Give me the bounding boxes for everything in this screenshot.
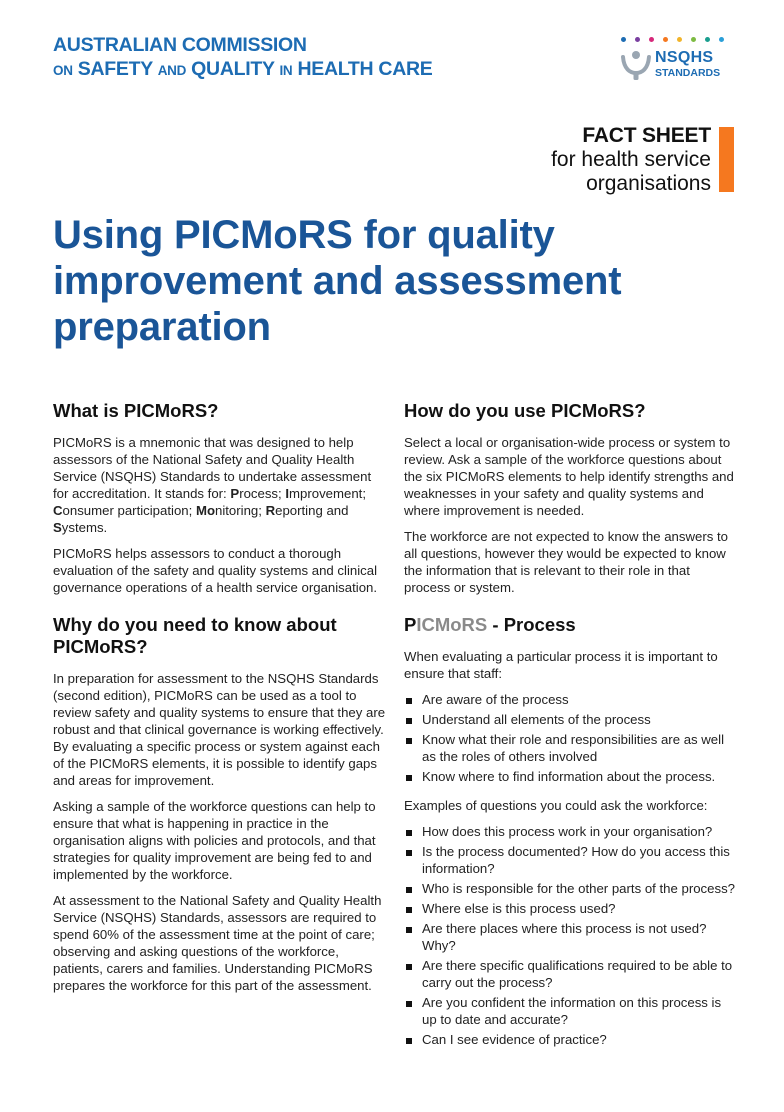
section-heading-what-is: What is PICMoRS? (53, 400, 219, 421)
list-item: Are there places where this process is not used? Why? (404, 920, 737, 954)
process-examples-intro: Examples of questions you could ask the workforce: (404, 798, 708, 813)
list-item: Know what their role and responsibilities are as well as the roles of others involved (404, 731, 737, 765)
process-intro: When evaluating a particular process it is important to ensure that staff: (404, 649, 718, 681)
accent-bar (719, 127, 734, 192)
page-title: Using PICMoRS for quality improvement and assessment preparation (53, 213, 622, 349)
how-paragraph-2: The workforce are not expected to know the answers to all questions, however they would be expected to know the information that is relevant to their role in that process or system. (404, 529, 728, 595)
why-paragraph-3: At assessment to the National Safety and Quality Health Service (NSQHS) Standards, assessors are required to spend 60% of the assessment time at the point of care; observing and asking questions of the workforce, patients, carers and families. Understanding PICMoRS prepares the workforce for this part of the assessment. (53, 893, 382, 993)
fact-sheet-audience-line1: for health service (551, 148, 711, 171)
right-column (404, 400, 737, 1051)
person-icon (620, 49, 652, 81)
list-item: Can I see evidence of practice? (404, 1031, 737, 1048)
logo-dot (677, 37, 682, 42)
logo-dot (691, 37, 696, 42)
list-item: Know where to find information about the process. (404, 768, 737, 785)
logo-dot (621, 37, 626, 42)
logo-word: NSQHS (655, 49, 714, 66)
list-item: Is the process documented? How do you access this information? (404, 843, 737, 877)
fact-sheet-audience-line2: organisations (586, 172, 711, 195)
list-item: How does this process work in your organisation? (404, 823, 737, 840)
logo-dot (705, 37, 710, 42)
section-heading-process: PICMoRS - Process (404, 614, 576, 635)
process-questions-list (404, 823, 737, 1048)
what-is-paragraph-1: PICMoRS is a mnemonic that was designed to help assessors of the National Safety and Quality Health Service (NSQHS) Standards to undertake assessment for accreditation. It stands for: Process; Improvement; Consumer participation; Monitoring; Reporting and Systems. (53, 435, 372, 535)
why-paragraph-2: Asking a sample of the workforce questions can help to ensure that what is happening in practice in the organisation aligns with policies and protocols, and that strategies for quality improvement are being fed to and implemented by the workforce. (53, 799, 376, 882)
section-heading-why: Why do you need to know about PICMoRS? (53, 614, 337, 657)
logo-dot (649, 37, 654, 42)
list-item: Are aware of the process (404, 691, 737, 708)
list-item: Are there specific qualifications required to be able to carry out the process? (404, 957, 737, 991)
logo-dot (663, 37, 668, 42)
left-column (53, 400, 386, 994)
section-heading-how: How do you use PICMoRS? (404, 400, 646, 421)
fact-sheet-title: FACT SHEET (582, 124, 711, 147)
process-staff-list (404, 691, 737, 785)
logo-dot (719, 37, 724, 42)
list-item: Understand all elements of the process (404, 711, 737, 728)
list-item: Are you confident the information on this process is up to date and accurate? (404, 994, 737, 1028)
why-paragraph-1: In preparation for assessment to the NSQHS Standards (second edition), PICMoRS can be used as a tool to review safety and quality systems to ensure that they are robust and that clinical governance is working effectively. By evaluating a specific process or system against each of the PICMoRS elements, it is possible to identify gaps and areas for improvement. (53, 671, 386, 788)
logo-sub: STANDARDS (655, 67, 721, 79)
commission-line2: ON SAFETY AND QUALITY IN HEALTH CARE (53, 57, 433, 80)
list-item: Where else is this process used? (404, 900, 737, 917)
how-paragraph-1: Select a local or organisation-wide process or system to review. Ask a sample of the workforce questions about the six PICMoRS elements to help identify strengths and weaknesses in your safety and quality systems and where improvement is needed. (404, 435, 734, 518)
fact-sheet-label (551, 125, 711, 194)
commission-line1: AUSTRALIAN COMMISSION (53, 34, 307, 56)
logo-dot (635, 37, 640, 42)
nsqhs-logo (618, 37, 738, 87)
what-is-paragraph-2: PICMoRS helps assessors to conduct a thorough evaluation of the safety and quality systems and clinical governance operations of a health service organisation. (53, 546, 378, 595)
commission-logo (53, 36, 432, 79)
list-item: Who is responsible for the other parts of the process? (404, 880, 737, 897)
